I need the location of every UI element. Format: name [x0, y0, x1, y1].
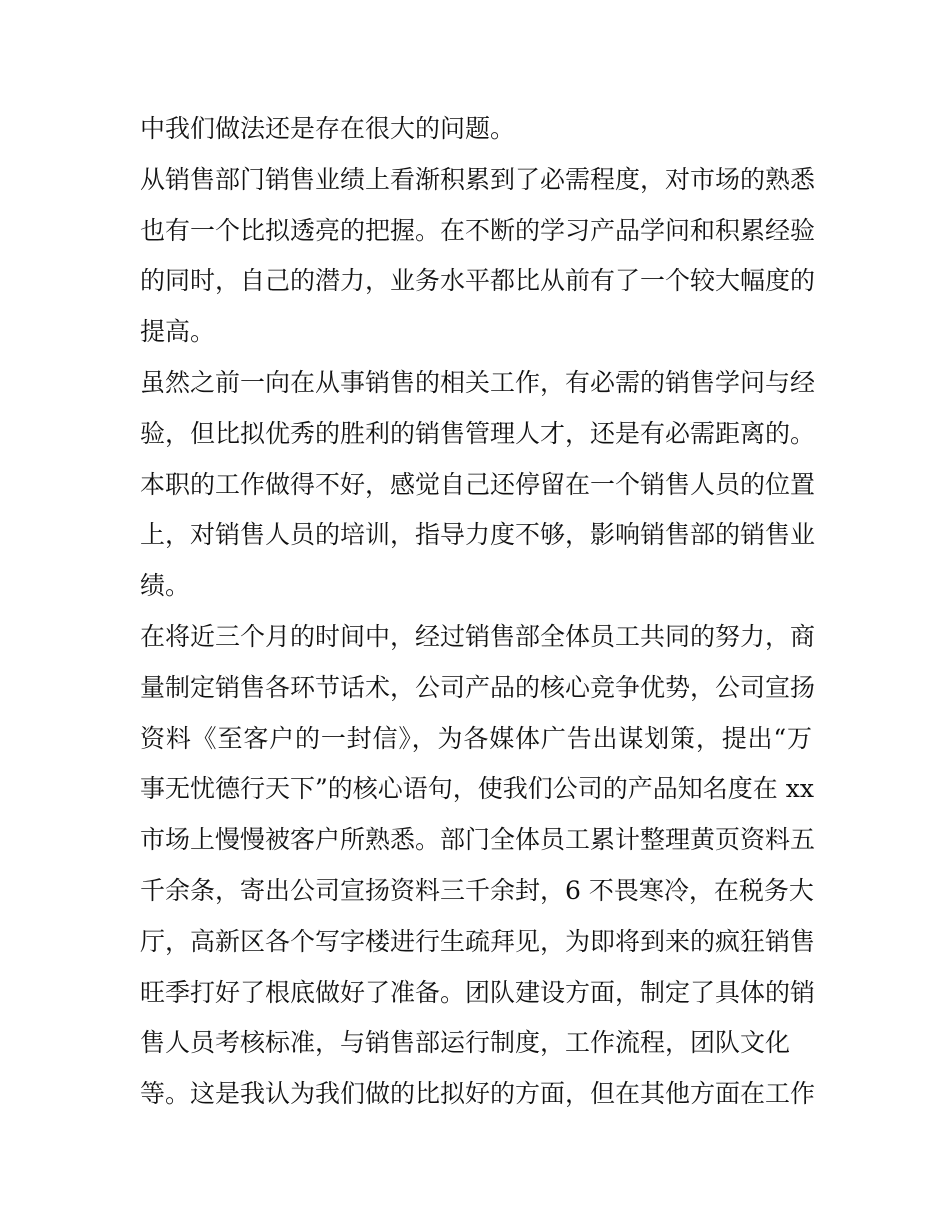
body-text — [140, 104, 816, 1120]
text-line: 绩。 — [140, 571, 191, 601]
text-line: 千余条，寄出公司宣扬资料三千余封，6 不畏寒冷，在税务大 — [140, 875, 814, 905]
text-line: 上，对销售人员的培训，指导力度不够，影响销售部的销售业 — [140, 520, 816, 550]
text-line: 的同时，自己的潜力，业务水平都比从前有了一个较大幅度的 — [140, 266, 816, 296]
text-line: 提高。 — [140, 317, 216, 347]
text-line: 市场上慢慢被客户所熟悉。部门全体员工累计整理黄页资料五 — [140, 825, 816, 855]
text-line: 在将近三个月的时间中，经过销售部全体员工共同的努力，商 — [140, 621, 816, 651]
text-line: 资料《至客户的一封信》，为各媒体广告出谋划策，提出“万 — [140, 723, 812, 753]
text-line: 售人员考核标准，与销售部运行制度，工作流程，团队文化 — [140, 1028, 791, 1058]
text-line: 量制定销售各环节话术，公司产品的核心竞争优势，公司宣扬 — [140, 672, 816, 702]
text-line: 旺季打好了根底做好了准备。团队建设方面，制定了具体的销 — [140, 977, 816, 1007]
text-line: 验，但比拟优秀的胜利的销售管理人才，还是有必需距离的。 — [140, 418, 816, 448]
text-line: 等。这是我认为我们做的比拟好的方面，但在其他方面在工作 — [140, 1079, 816, 1109]
text-line: 中我们做法还是存在很大的问题。 — [140, 114, 516, 143]
text-line: 厅，高新区各个写字楼进行生疏拜见，为即将到来的疯狂销售 — [140, 926, 816, 956]
text-line: 从销售部门销售业绩上看渐积累到了必需程度，对市场的熟悉 — [140, 164, 816, 194]
text-line: 本职的工作做得不好，感觉自己还停留在一个销售人员的位置 — [140, 469, 816, 499]
text-line: 也有一个比拟透亮的把握。在不断的学习产品学问和积累经验 — [140, 215, 816, 245]
text-line: 事无忧德行天下”的核心语句，使我们公司的产品知名度在 xx — [140, 774, 814, 804]
text-line: 虽然之前一向在从事销售的相关工作，有必需的销售学问与经 — [140, 367, 816, 397]
